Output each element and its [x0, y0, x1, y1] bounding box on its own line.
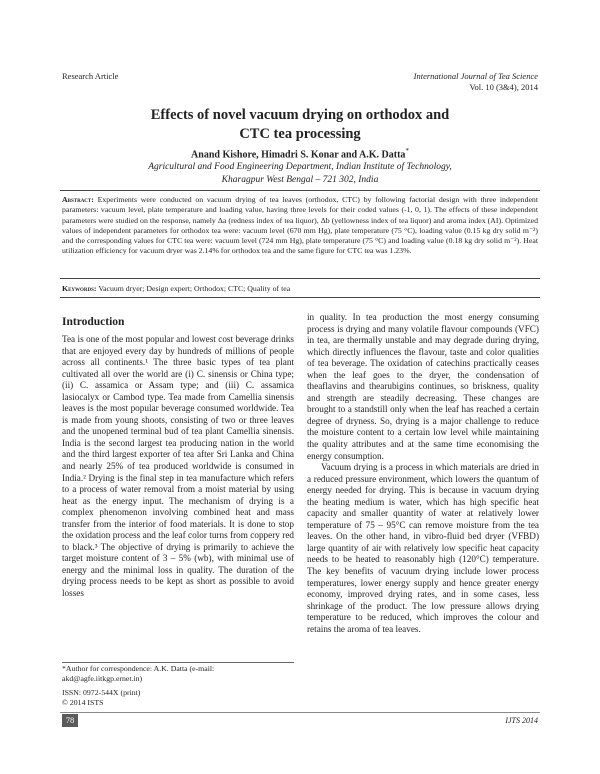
keywords-label: Keywords:	[62, 284, 97, 293]
section-heading-introduction: Introduction	[62, 316, 125, 328]
keywords	[62, 284, 538, 293]
journal-volume: Vol. 10 (3&4), 2014	[469, 82, 538, 92]
footnote-rule	[62, 662, 294, 663]
page-number: 78	[62, 714, 78, 727]
article-type-label: Research Article	[62, 71, 119, 81]
abstract-label: Abstract:	[62, 195, 94, 204]
abstract	[62, 195, 538, 257]
affiliation	[60, 161, 540, 186]
right-column-paragraph-1: in quality. In tea production the most energy consuming process is drying and many volatile flavour compounds (VFC) in tea, are thermally unstable and may degrade during drying, which directly influences the flavour, taste and color qualities of tea beverage. The oxidation of catechins practically ceases when the leaf goes to the dryer, the condensation of theaflavins and thearubigins continues, so briskness, quality and strength are steadily decreasing. These changes are brought to a standstill only when the leaf has reached a certain degree of dryness. So, drying is a major challenge to reduce the moisture content to a certain low level while maintaining the quality attributes and at the same time economising the energy consumption.	[307, 312, 539, 461]
issn: ISSN: 0972-544X (print)	[62, 688, 141, 697]
affiliation-line-2: Kharagpur West Bengal – 721 302, India	[221, 174, 379, 185]
journal-header	[414, 71, 538, 93]
paper-title-line-2: CTC tea processing	[239, 126, 361, 142]
footer-journal-code: IJTS 2014	[505, 716, 538, 725]
issn-block	[62, 688, 140, 708]
corresponding-mark: *	[405, 147, 409, 155]
keywords-text: Vacuum dryer; Design expert; Orthodox; CTC; Quality of tea	[98, 284, 291, 293]
right-column	[307, 312, 539, 635]
author-names: Anand Kishore, Himadri S. Konar and A.K. Datta	[191, 149, 406, 161]
left-column	[62, 334, 294, 600]
footer-rule	[60, 712, 540, 713]
left-column-paragraph: Tea is one of the most popular and lowest cost beverage drinks that are enjoyed every day by hundreds of millions of people across all continents.¹ The three basic types of tea plant cultivated all over the world are (i) C. sinensis or China type; (ii) C. assamica or Assam type; and (iii) C. assamica lasiocalyx or Cambod type. Tea made from Camellia sinensis leaves is the most popular beverage consumed worldwide. Tea is made from young shoots, consisting of two or three leaves and the unopened terminal bud of tea plant Camellia sinensis. India is the second largest tea producing nation in the world and the third largest exporter of tea after Sri Lanka and China and nearly 25% of tea produced worldwide is consumed in India.² Drying is the final step in tea manufacture which refers to a process of water removal from a moist material by using heat as the energy input. The mechanism of drying is a complex phenomenon involving combined heat and mass transfer from the interior of food materials. It is done to stop the oxidation process and the leaf color turns from coppery red to black.³ The objective of drying is primarily to achieve the target moisture content of 3 – 5% (wb), with minimal use of energy and the minimal loss in quality. The duration of the drying process needs to be kept as short as possible to avoid losses	[62, 334, 294, 599]
abstract-text: Experiments were conducted on vacuum drying of tea leaves (orthodox, CTC) by following factorial design with three independent parameters: vacuum level, plate temperature and loading value, having three levels for their coded values (-1, 0, 1). The effects of these independent parameters were studied on the response, namely Δa (redness index of tea liquor), Δb (yellowness index of tea liquor) and aroma index (AI). Optimized values of independent parameters for orthodox tea were: vacuum level (670 mm Hg), plate temperature (75 °C), loading value (0.15 kg dry solid m⁻²) and the corresponding values for CTC tea were: vacuum level (724 mm Hg), plate temperature (75 °C) and loading value (0.18 kg dry solid m⁻²). Heat utilization efficiency for vacuum dryer was 2.14% for orthodox tea and the same figure for CTC tea was 1.23%.	[62, 195, 538, 256]
author-list	[60, 147, 540, 160]
journal-name: International Journal of Tea Science	[413, 71, 538, 81]
correspondence-footnote: *Author for correspondence: A.K. Datta (e-mail: akd@agfe.iitkgp.ernet.in)	[62, 664, 215, 683]
copyright: © 2014 ISTS	[62, 698, 104, 707]
keywords-bottom-rule	[60, 297, 540, 298]
affiliation-line-1: Agricultural and Food Engineering Department, Indian Institute of Technology,	[148, 162, 452, 172]
abstract-bottom-rule	[60, 278, 540, 279]
abstract-top-rule	[60, 190, 540, 191]
paper-title-line-1: Effects of novel vacuum drying on orthodox and	[150, 107, 450, 123]
paper-title	[60, 106, 540, 144]
right-column-paragraph-2: Vacuum drying is a process in which materials are dried in a reduced pressure environment, which lowers the quantum of energy needed for drying. This is because in vacuum drying the heating medium is water, which has high specific heat capacity and smaller quantity of water at relatively lower temperature of 75 – 95°C can remove moisture from the tea leaves. On the other hand, in vibro-fluid bed dryer (VFBD) large quantity of air with relatively low specific heat capacity needs to be heated to reasonably high (120°C) temperature. The key benefits of vacuum drying include lower process temperatures, lower energy supply and hence greater energy economy, improved drying rates, and in some cases, less shrinkage of the product. The low pressure allows drying temperature to be reduced, which improves the colour and retains the aroma of tea leaves.	[307, 462, 539, 634]
